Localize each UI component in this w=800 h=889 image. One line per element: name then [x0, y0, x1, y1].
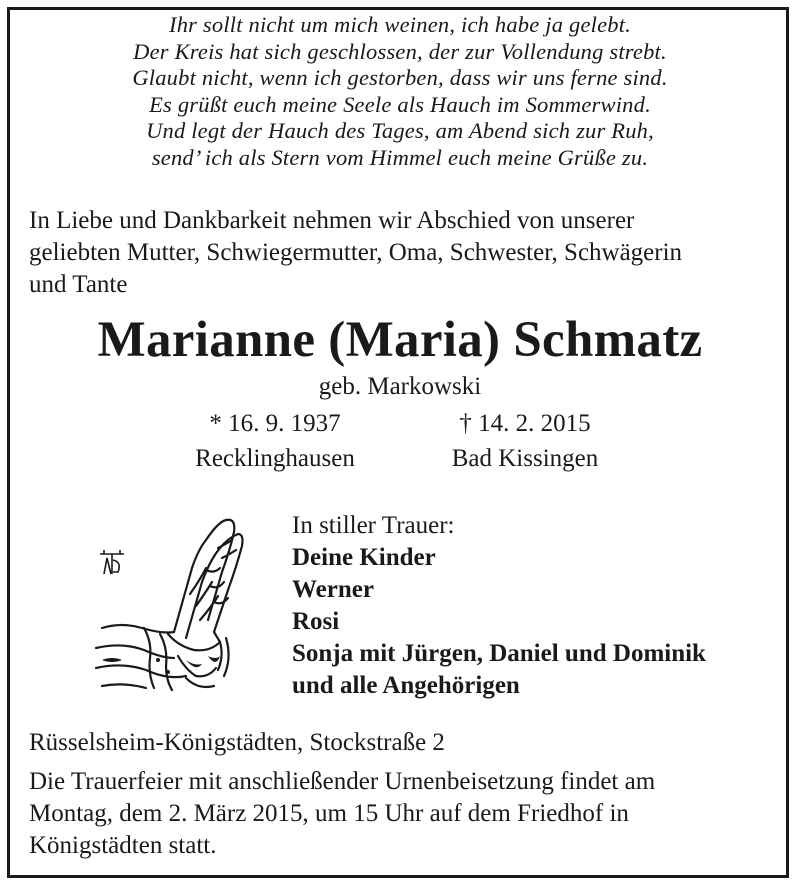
intro-line: In Liebe und Dankbarkeit nehmen wir Abschied von unserer [29, 207, 635, 234]
death-date: † 14. 2. 2015 [459, 410, 591, 437]
address: Rüsselsheim-Königstädten, Stockstraße 2 [29, 729, 445, 756]
mourner-line: Werner [292, 576, 374, 603]
poem-line: Und legt der Hauch des Tages, am Abend sich zur Ruh, [146, 118, 654, 143]
poem [0, 12, 800, 171]
birth-date: * 16. 9. 1937 [209, 410, 341, 437]
intro-line: und Tante [29, 271, 128, 298]
mourner-line: Rosi [292, 608, 340, 635]
mourner-line: und alle Angehörigen [292, 672, 520, 699]
poem-line: Der Kreis hat sich geschlossen, der zur Vollendung strebt. [133, 38, 667, 64]
poem-line: Ihr sollt nicht um mich weinen, ich habe ja gelebt. [169, 12, 631, 37]
poem-line: send’ ich als Stern vom Himmel euch meine Grüße zu. [151, 144, 649, 170]
deceased-name: Marianne (Maria) Schmatz [97, 312, 703, 368]
poem-line: Es grüßt euch meine Seele als Hauch im Sommerwind. [149, 91, 651, 117]
mourner-line: Sonja mit Jürgen, Daniel und Dominik [292, 640, 706, 667]
mourners-heading: In stiller Trauer: [292, 512, 455, 539]
funeral-notice [29, 766, 655, 862]
intro-text [29, 205, 789, 301]
birth-name: geb. Markowski [318, 373, 482, 400]
notice-line: Montag, dem 2. März 2015, um 15 Uhr auf dem Friedhof in [29, 800, 629, 827]
hands-icon [96, 520, 243, 690]
intro-line: geliebten Mutter, Schwiegermutter, Oma, Schwester, Schwägerin [29, 239, 683, 266]
mourner-line: Deine Kinder [292, 544, 436, 571]
monogram-text: AD [112, 568, 114, 569]
notice-line: Die Trauerfeier mit anschließender Urnenbeisetzung findet am [29, 768, 656, 795]
mourners-block [292, 510, 706, 702]
poem-line: Glaubt nicht, wenn ich gestorben, dass wir uns ferne sind. [132, 65, 668, 90]
birth-place: Recklinghausen [195, 445, 355, 472]
monogram-icon [100, 550, 124, 574]
notice-line: Königstädten statt. [29, 832, 217, 859]
death-place: Bad Kissingen [451, 445, 599, 472]
praying-hands-illustration [82, 510, 252, 700]
